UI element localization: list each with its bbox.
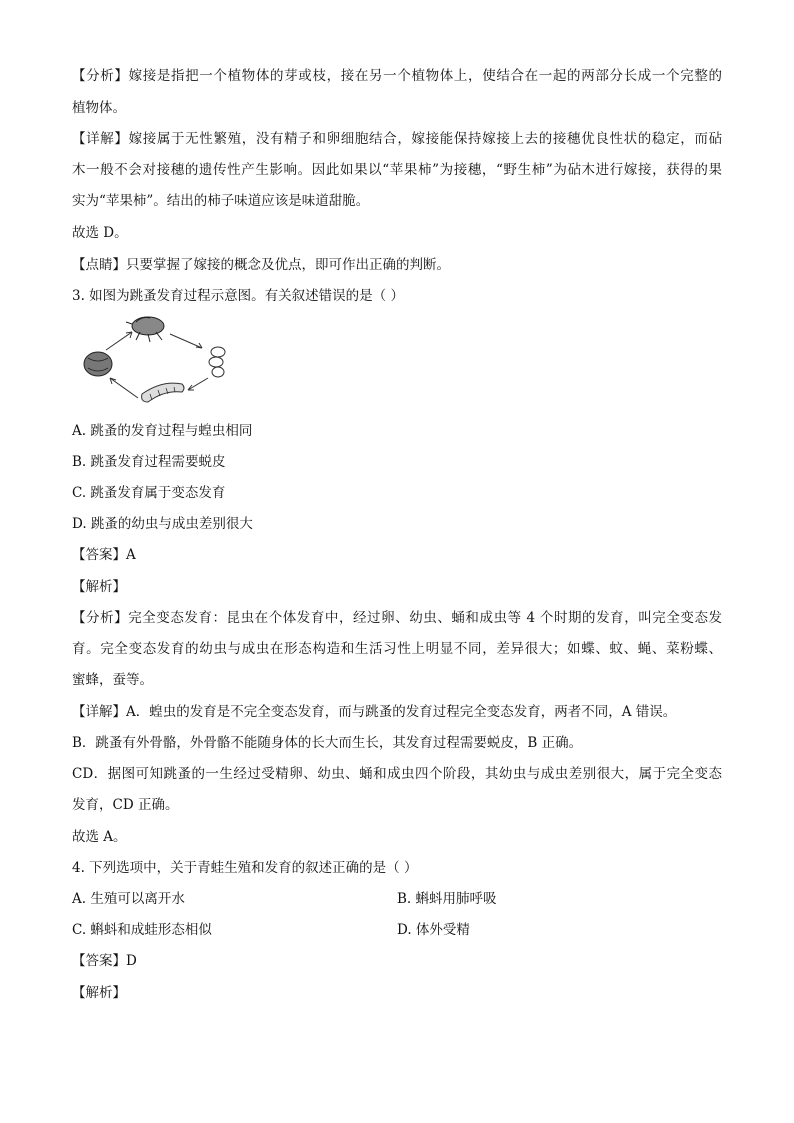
q3-analysis-line-1: 【分析】完全变态发育：昆虫在个体发育中，经过卵、幼虫、蛹和成虫等 4 个时期的发育，叫完全变态发 [72, 610, 722, 626]
q3-option-b: B. 跳蚤发育过程需要蜕皮 [72, 454, 226, 470]
detail-line-2: 木一般不会对接穗的遗传性产生影响。因此如果以“苹果柿”为接穗，“野生柿”为砧木进行嫁接，获得的果 [72, 162, 722, 178]
q3-detail-line-4: 发育，CD 正确。 [72, 797, 179, 813]
q3-analysis-line-3: 蜜蜂，蚕等。 [72, 672, 153, 688]
q3-option-a: A. 跳蚤的发育过程与蝗虫相同 [72, 423, 253, 439]
q3-option-c: C. 跳蚤发育属于变态发育 [72, 485, 226, 501]
q3-answer: 【答案】A [72, 547, 136, 563]
tip-line: 【点睛】只要掌握了嫁接的概念及优点，即可作出正确的判断。 [72, 257, 450, 273]
pupa-icon [84, 352, 112, 376]
adult-flea-icon [126, 317, 164, 342]
q4-option-d: D. 体外受精 [397, 922, 470, 938]
question-4-stem: 4. 下列选项中，关于青蛙生殖和发育的叙述正确的是（ ） [72, 860, 418, 876]
q4-answer: 【答案】D [72, 953, 137, 969]
q4-option-a: A. 生殖可以离开水 [72, 891, 185, 907]
q3-detail-line-1: 【详解】A．蝗虫的发育是不完全变态发育，而与跳蚤的发育过程完全变态发育，两者不同，A 错误。 [72, 704, 677, 720]
q3-analysis-line-2: 育。完全变态发育的幼虫与成虫在形态构造和生活习性上明显不同，差异很大；如蝶、蚊、蝇、菜粉蝶、 [72, 641, 722, 657]
analysis-line-1: 【分析】嫁接是指把一个植物体的芽或枝，接在另一个植物体上，使结合在一起的两部分长成一个完整的 [72, 68, 722, 84]
question-3-stem: 3. 如图为跳蚤发育过程示意图。有关叙述错误的是（ ） [72, 288, 404, 304]
flea-lifecycle-figure [78, 312, 238, 412]
q4-explanation-heading: 【解析】 [72, 985, 126, 1001]
analysis-line-2: 植物体。 [72, 100, 126, 116]
choose-line: 故选 D。 [72, 225, 128, 241]
q4-option-c: C. 蝌蚪和成蛙形态相似 [72, 922, 212, 938]
detail-line-3: 实为“苹果柿”。结出的柿子味道应该是味道甜脆。 [72, 193, 370, 209]
q3-explanation-heading: 【解析】 [72, 579, 126, 595]
q4-option-b: B. 蝌蚪用肺呼吸 [397, 891, 497, 907]
q3-option-d: D. 跳蚤的幼虫与成虫差别很大 [72, 516, 253, 532]
q3-choose-line: 故选 A。 [72, 829, 127, 845]
egg-icon [209, 347, 225, 377]
q3-detail-line-3: CD．据图可知跳蚤的一生经过受精卵、幼虫、蛹和成虫四个阶段，其幼虫与成虫差别很大，属于完全变态 [72, 766, 722, 782]
larva-icon [142, 383, 184, 402]
q3-detail-line-2: B．跳蚤有外骨骼，外骨骼不能随身体的长大而生长，其发育过程需要蜕皮，B 正确。 [72, 735, 583, 751]
detail-line-1: 【详解】嫁接属于无性繁殖，没有精子和卵细胞结合，嫁接能保持嫁接上去的接穗优良性状的稳定，而砧 [72, 131, 722, 147]
